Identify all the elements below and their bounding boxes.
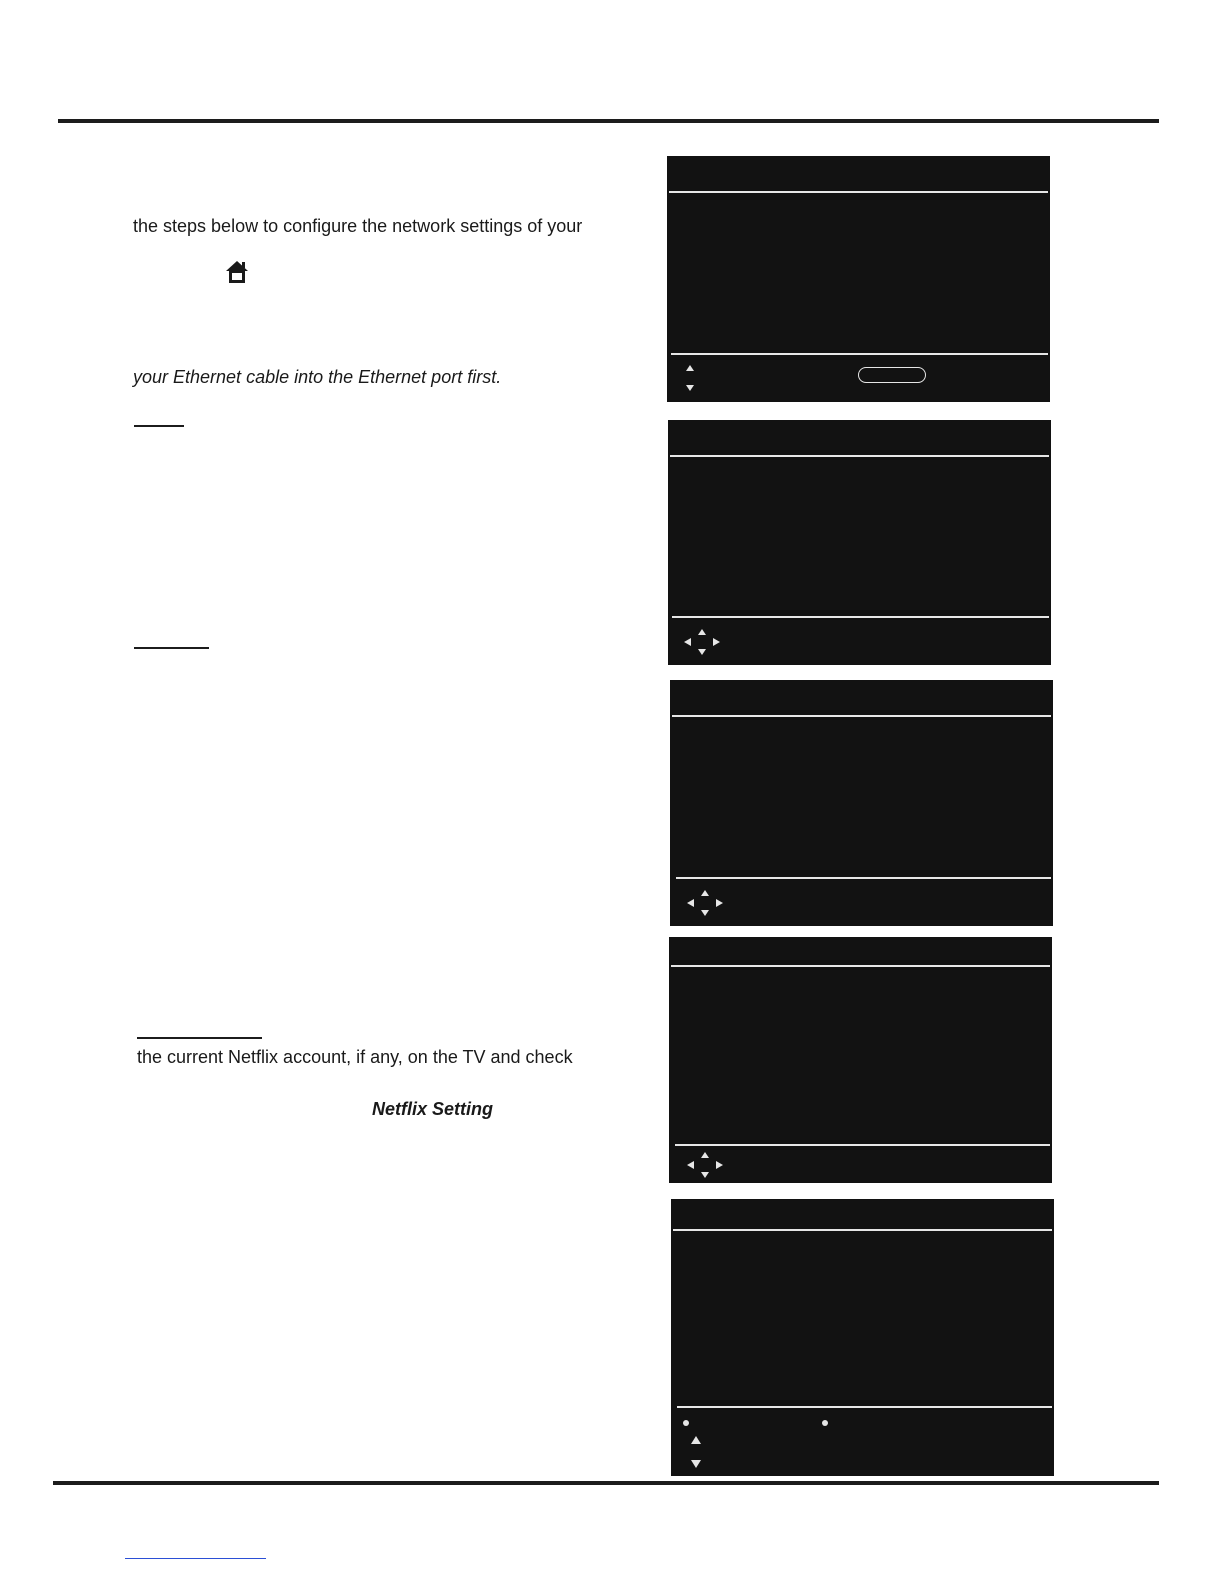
tv-screen-4 xyxy=(669,937,1052,1183)
screen-title-divider xyxy=(671,965,1050,967)
netflix-note-text: the current Netflix account, if any, on the TV and check xyxy=(137,1047,573,1067)
bullet-icon xyxy=(683,1420,689,1426)
screen-title-divider xyxy=(669,191,1048,193)
footer-button-pill[interactable] xyxy=(858,367,926,383)
screen-title-divider xyxy=(670,455,1049,457)
screen-footer-divider xyxy=(677,1406,1052,1408)
section-underline-2 xyxy=(134,647,209,649)
screen-footer-divider xyxy=(675,1144,1050,1146)
screen-footer-divider xyxy=(671,353,1048,355)
top-rule xyxy=(58,119,1159,123)
bottom-rule xyxy=(53,1481,1159,1485)
screen-footer-divider xyxy=(676,877,1051,879)
tv-screen-1 xyxy=(667,156,1050,402)
screen-title-divider xyxy=(672,715,1051,717)
tv-screen-3 xyxy=(670,680,1053,926)
link-underline[interactable] xyxy=(125,1558,266,1559)
section-underline-3 xyxy=(137,1037,262,1039)
updown-arrows-icon xyxy=(684,365,696,391)
screen-footer-divider xyxy=(672,616,1049,618)
ethernet-note-text: your Ethernet cable into the Ethernet port first. xyxy=(133,367,502,387)
home-icon xyxy=(224,259,250,285)
arrow-up-icon xyxy=(691,1436,701,1444)
bullet-icon xyxy=(822,1420,828,1426)
dpad-icon xyxy=(687,890,723,916)
dpad-icon xyxy=(687,1152,723,1178)
screen-title-divider xyxy=(673,1229,1052,1231)
tv-screen-2 xyxy=(668,420,1051,665)
section-underline-1 xyxy=(134,425,184,427)
dpad-icon xyxy=(684,629,720,655)
network-intro-text: the steps below to configure the network settings of your xyxy=(133,216,583,236)
tv-screen-5 xyxy=(671,1199,1054,1476)
arrow-down-icon xyxy=(691,1460,701,1468)
netflix-setting-label: Netflix Setting xyxy=(372,1099,494,1119)
